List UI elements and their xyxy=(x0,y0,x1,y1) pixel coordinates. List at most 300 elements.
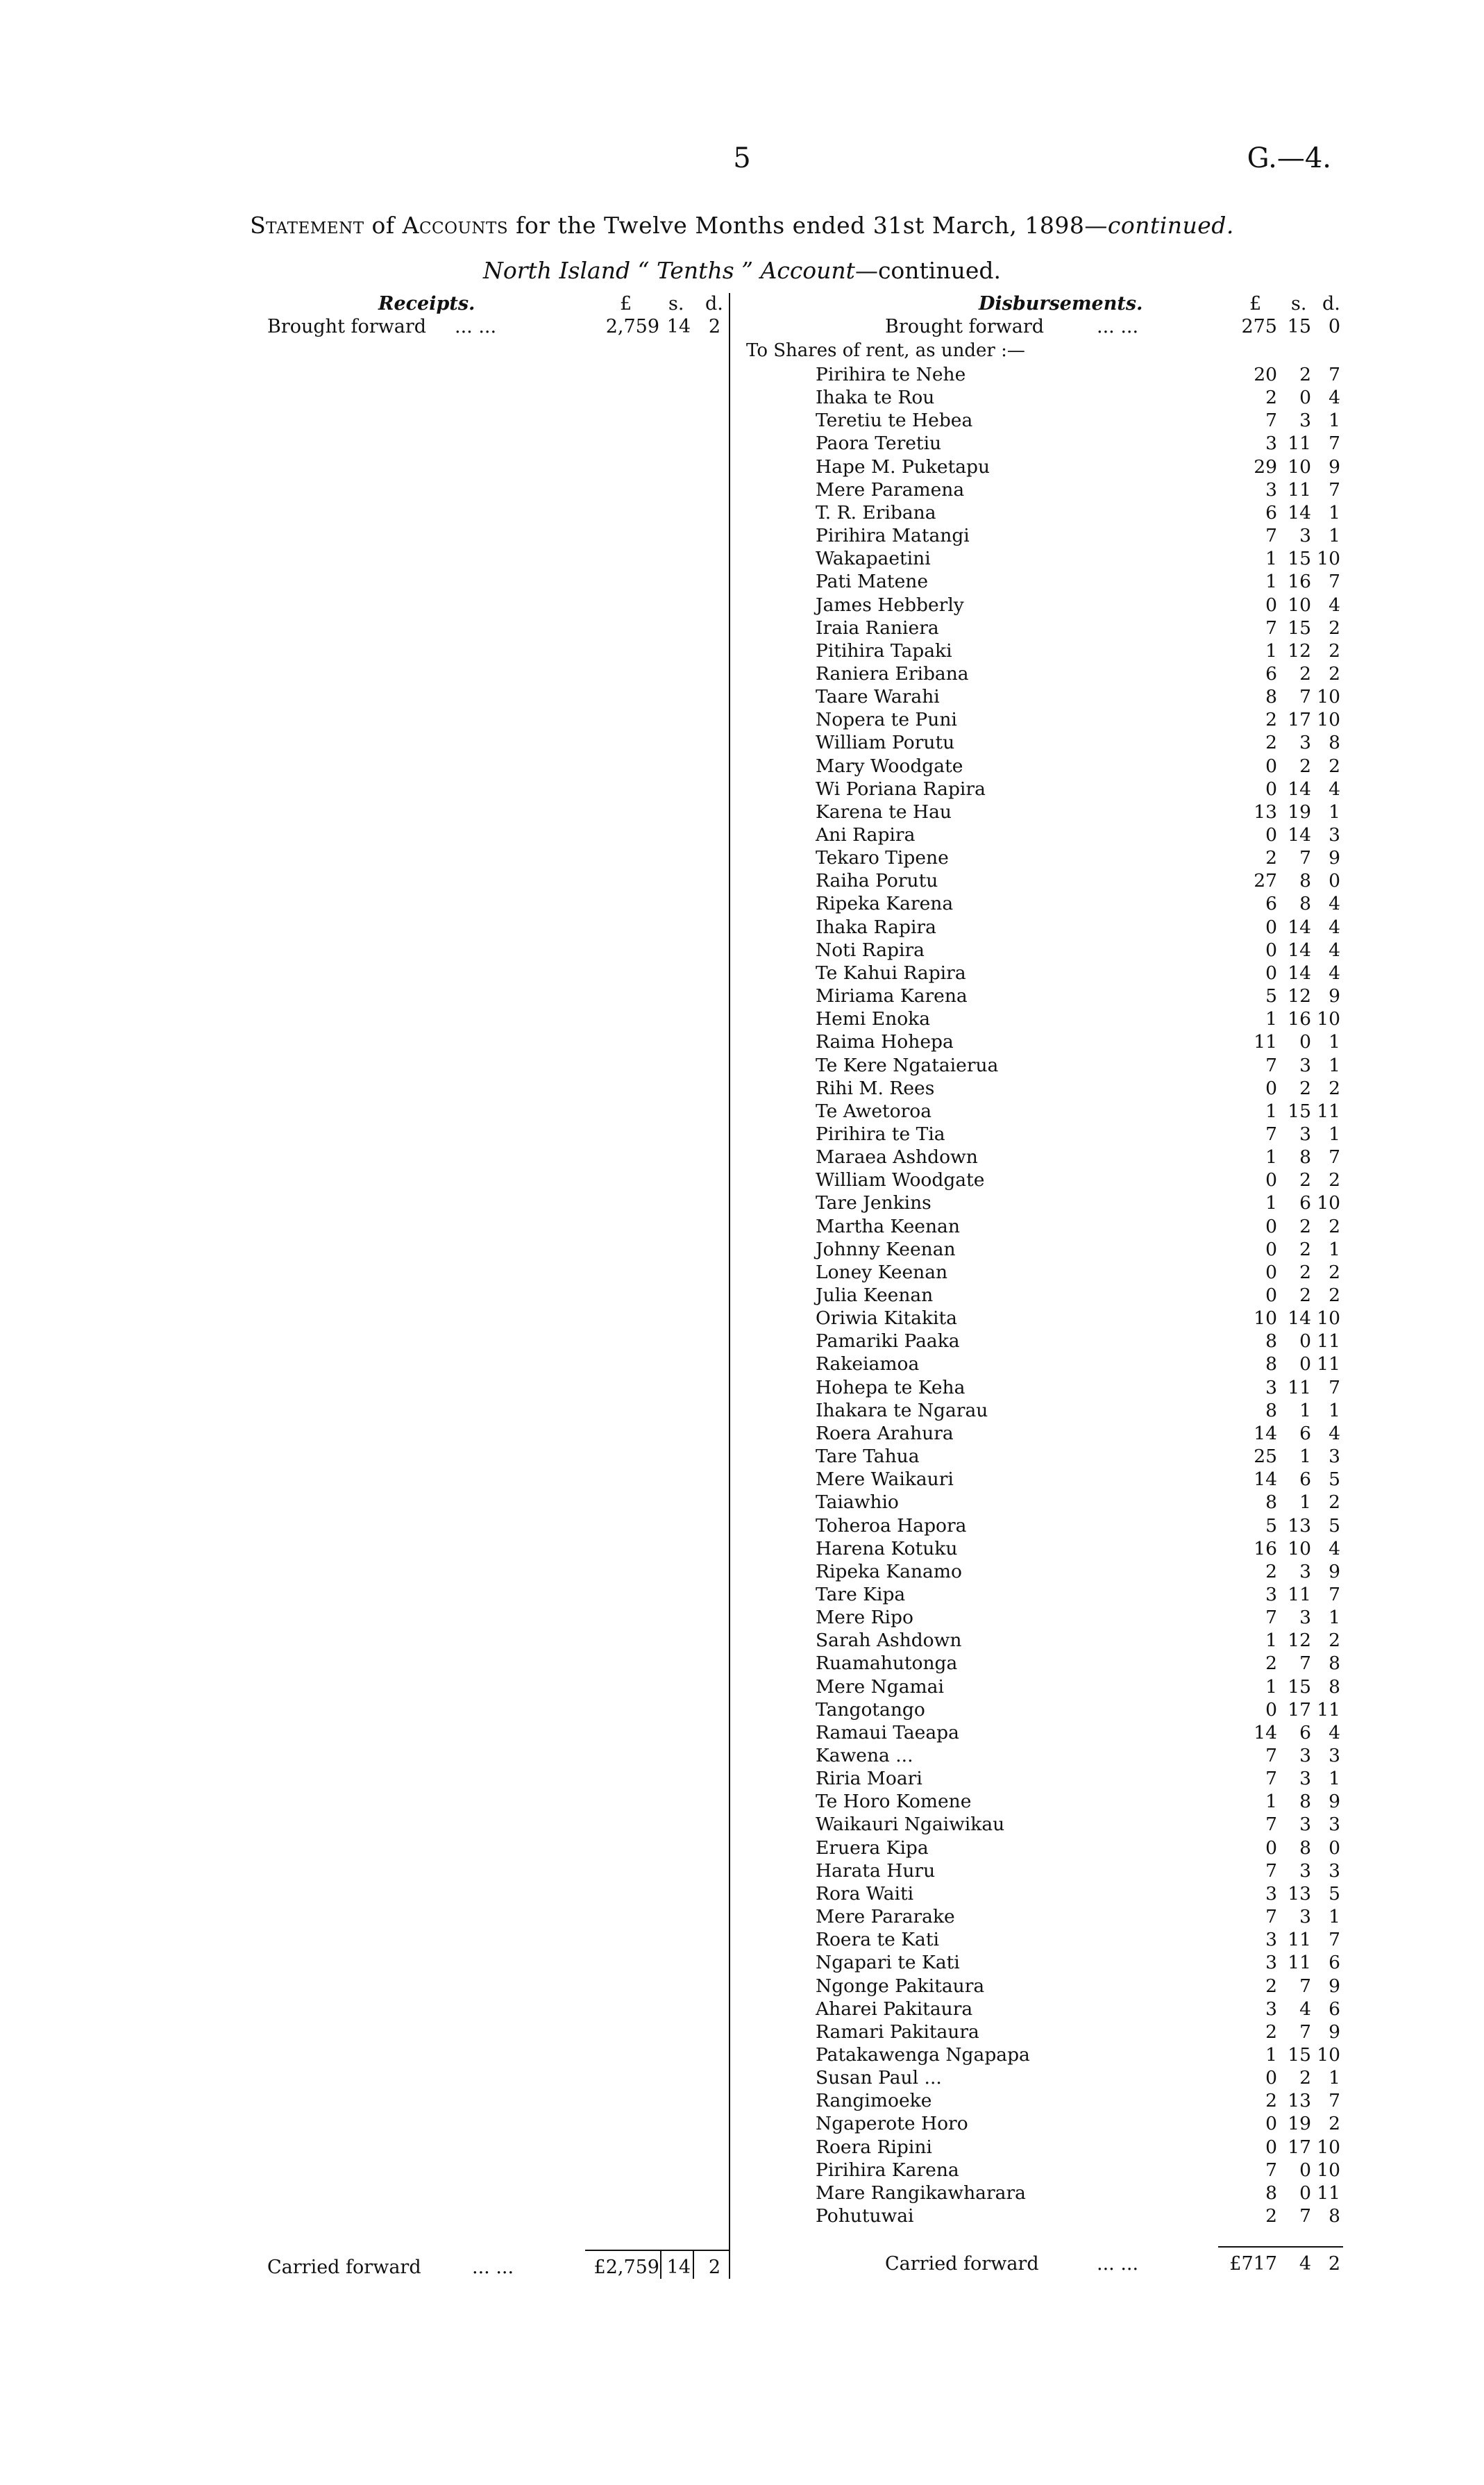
entry-pence: 1 xyxy=(1329,1607,1340,1629)
entry-name: Susan Paul ... xyxy=(816,2067,942,2089)
entry-name: Harata Huru xyxy=(816,1859,936,1882)
disbursements-col-shillings: s. xyxy=(1291,293,1307,315)
entry-name: Mere Paramena xyxy=(816,478,965,501)
entry-shillings: 3 xyxy=(1299,410,1311,432)
entry-pounds: 2 xyxy=(1265,2205,1277,2227)
entry-row xyxy=(816,962,1343,985)
entry-shillings: 3 xyxy=(1299,1745,1311,1766)
entry-pence: 5 xyxy=(1329,1469,1340,1491)
entry-pounds: 14 xyxy=(1254,1469,1277,1491)
entry-row xyxy=(816,846,1343,869)
entry-shillings: 2 xyxy=(1299,1238,1311,1260)
entry-pence: 10 xyxy=(1317,1192,1340,1214)
entry-name: Mare Rangikawharara xyxy=(816,2182,1026,2204)
entry-shillings: 14 xyxy=(1288,939,1311,961)
entry-row xyxy=(816,823,1343,846)
entry-pence: 6 xyxy=(1329,1952,1340,1974)
entry-pence: 5 xyxy=(1329,1882,1340,1905)
entry-pence: 7 xyxy=(1329,364,1340,385)
entry-name: Kawena ... xyxy=(816,1745,913,1766)
receipts-col-pounds: £ xyxy=(620,293,632,315)
entry-shillings: 14 xyxy=(1288,778,1311,800)
entry-name: Riria Moari xyxy=(816,1768,922,1790)
entry-pence: 11 xyxy=(1317,2182,1340,2204)
disbursements-carried-forward-pounds: £717 xyxy=(1229,2253,1277,2275)
entry-name: Ihakara te Ngarau xyxy=(816,1399,988,1421)
entry-name: William Woodgate xyxy=(816,1169,985,1191)
entry-row xyxy=(816,570,1343,593)
entry-row xyxy=(816,1077,1343,1100)
entry-name: Pirihira Karena xyxy=(816,2159,959,2181)
entry-shillings: 15 xyxy=(1288,1675,1311,1698)
disbursements-col-pence: d. xyxy=(1322,293,1340,315)
entry-pence: 8 xyxy=(1329,732,1340,754)
entry-shillings: 11 xyxy=(1288,478,1311,501)
entry-shillings: 2 xyxy=(1299,364,1311,385)
entry-row xyxy=(816,363,1343,386)
entry-shillings: 3 xyxy=(1299,1607,1311,1629)
entry-name: Pirihira te Nehe xyxy=(816,364,966,385)
entry-shillings: 2 xyxy=(1299,662,1311,685)
entry-row xyxy=(816,1652,1343,1675)
entry-pence: 11 xyxy=(1317,1353,1340,1375)
entry-row xyxy=(816,501,1343,524)
entry-pounds: 14 xyxy=(1254,1721,1277,1743)
entry-pence: 2 xyxy=(1329,617,1340,639)
entry-pence: 7 xyxy=(1329,571,1340,593)
entry-shillings: 3 xyxy=(1299,1768,1311,1790)
receipts-carried-forward-pounds: £2,759 xyxy=(593,2257,659,2278)
entry-shillings: 14 xyxy=(1288,1307,1311,1330)
disbursements-brought-forward-pence: 0 xyxy=(1328,316,1340,337)
entry-name: Rihi M. Rees xyxy=(816,1077,935,1099)
entry-shillings: 12 xyxy=(1288,1630,1311,1652)
entry-shillings: 6 xyxy=(1299,1192,1311,1214)
receipts-rule-pounds xyxy=(660,2250,661,2279)
entry-row xyxy=(816,1261,1343,1284)
entry-pence: 10 xyxy=(1317,709,1340,731)
entry-pence: 1 xyxy=(1329,410,1340,432)
receipts-carried-forward-shillings: 14 xyxy=(666,2257,691,2278)
entry-pounds: 10 xyxy=(1254,1307,1277,1330)
entry-pence: 2 xyxy=(1329,1491,1340,1514)
entry-shillings: 10 xyxy=(1288,1537,1311,1559)
entry-shillings: 0 xyxy=(1299,387,1311,409)
entry-pence: 10 xyxy=(1317,1008,1340,1030)
receipts-col-shillings: s. xyxy=(668,293,684,315)
account-subtitle xyxy=(0,257,1484,284)
entry-row xyxy=(816,455,1343,478)
entry-pence: 6 xyxy=(1329,1998,1340,2020)
entry-name: Raima Hohepa xyxy=(816,1031,954,1053)
disbursements-carried-forward-label: Carried forward xyxy=(885,2253,1039,2275)
entry-shillings: 3 xyxy=(1299,1560,1311,1582)
receipts-carried-forward-label: Carried forward xyxy=(267,2257,421,2278)
entry-pence: 10 xyxy=(1317,1307,1340,1330)
entry-row xyxy=(816,1998,1343,2020)
entry-pounds: 0 xyxy=(1265,824,1277,846)
entry-row xyxy=(816,2066,1343,2089)
entry-name: Te Kere Ngataierua xyxy=(816,1054,999,1076)
subtitle-continued: —continued. xyxy=(854,257,1002,284)
entry-pounds: 1 xyxy=(1265,1791,1277,1813)
subtitle-account: Account xyxy=(760,257,855,284)
title-word-statement: Statement xyxy=(250,212,364,239)
entry-shillings: 8 xyxy=(1299,870,1311,892)
entry-pounds: 13 xyxy=(1254,801,1277,823)
entry-pounds: 7 xyxy=(1265,1745,1277,1766)
entry-pounds: 0 xyxy=(1265,1285,1277,1306)
entry-shillings: 3 xyxy=(1299,1123,1311,1145)
entry-row xyxy=(816,2204,1343,2227)
entry-shillings: 15 xyxy=(1288,548,1311,570)
entry-name: Teretiu te Hebea xyxy=(816,410,973,432)
entry-name: Oriwia Kitakita xyxy=(816,1307,957,1330)
entry-name: William Porutu xyxy=(816,732,955,754)
entry-name: Tekaro Tipene xyxy=(816,847,949,869)
entry-row xyxy=(816,1514,1343,1537)
entry-name: Tare Kipa xyxy=(816,1583,906,1605)
entry-row xyxy=(816,2182,1343,2204)
entry-pence: 4 xyxy=(1329,1721,1340,1743)
entry-pence: 4 xyxy=(1329,1537,1340,1559)
entry-pounds: 0 xyxy=(1265,2113,1277,2135)
entry-shillings: 2 xyxy=(1299,1077,1311,1099)
entry-name: Pirihira Matangi xyxy=(816,525,970,547)
entry-shillings: 2 xyxy=(1299,1215,1311,1237)
entry-row xyxy=(816,685,1343,708)
receipts-brought-forward-pence: 2 xyxy=(708,316,720,337)
entry-name: Patakawenga Ngapapa xyxy=(816,2043,1030,2066)
entry-shillings: 10 xyxy=(1288,594,1311,616)
entry-pounds: 7 xyxy=(1265,1859,1277,1882)
entry-name: Raniera Eribana xyxy=(816,662,969,685)
entry-pence: 4 xyxy=(1329,962,1340,984)
entry-pence: 1 xyxy=(1329,1768,1340,1790)
entry-row xyxy=(816,594,1343,617)
entry-name: Nopera te Puni xyxy=(816,709,957,731)
entry-pounds: 1 xyxy=(1265,1675,1277,1698)
entry-name: Te Horo Komene xyxy=(816,1791,972,1813)
entry-name: Harena Kotuku xyxy=(816,1537,958,1559)
entry-pence: 9 xyxy=(1329,1791,1340,1813)
entry-pence: 2 xyxy=(1329,1285,1340,1306)
entry-name: Ngapari te Kati xyxy=(816,1952,960,1974)
receipts-total-rule xyxy=(585,2250,729,2251)
entry-pence: 7 xyxy=(1329,433,1340,455)
entry-name: Noti Rapira xyxy=(816,939,925,961)
entry-pence: 4 xyxy=(1329,939,1340,961)
entry-pounds: 1 xyxy=(1265,1192,1277,1214)
entry-pence: 1 xyxy=(1329,525,1340,547)
entry-pence: 9 xyxy=(1329,455,1340,478)
entry-shillings: 10 xyxy=(1288,455,1311,478)
entry-name: Tangotango xyxy=(816,1698,925,1721)
entry-pence: 4 xyxy=(1329,1422,1340,1444)
entry-name: Eruera Kipa xyxy=(816,1836,929,1859)
entry-row xyxy=(816,1215,1343,1238)
entry-pounds: 7 xyxy=(1265,1054,1277,1076)
entry-row xyxy=(816,1721,1343,1744)
entry-pence: 10 xyxy=(1317,2043,1340,2066)
entry-row xyxy=(816,1123,1343,1146)
entry-pence: 3 xyxy=(1329,1446,1340,1468)
entry-pence: 2 xyxy=(1329,1169,1340,1191)
entry-row xyxy=(816,1744,1343,1767)
entry-shillings: 14 xyxy=(1288,824,1311,846)
disbursements-total-rule xyxy=(1218,2246,1343,2248)
entry-pounds: 2 xyxy=(1265,2020,1277,2043)
entry-row xyxy=(816,708,1343,731)
entry-shillings: 0 xyxy=(1299,1330,1311,1353)
entry-name: Pamariki Paaka xyxy=(816,1330,960,1353)
entry-row xyxy=(816,617,1343,639)
entry-shillings: 1 xyxy=(1299,1399,1311,1421)
entry-name: Roera te Kati xyxy=(816,1929,939,1951)
receipts-brought-forward-pounds: 2,759 xyxy=(605,316,659,337)
entry-pence: 1 xyxy=(1329,1054,1340,1076)
entry-row xyxy=(816,1307,1343,1330)
entry-row xyxy=(816,386,1343,409)
entry-row xyxy=(816,1100,1343,1123)
entry-shillings: 13 xyxy=(1288,1514,1311,1537)
entry-pence: 4 xyxy=(1329,916,1340,938)
entry-pounds: 1 xyxy=(1265,571,1277,593)
entry-pounds: 1 xyxy=(1265,1100,1277,1122)
entry-name: Hohepa te Keha xyxy=(816,1376,966,1398)
entry-name: Mere Ngamai xyxy=(816,1675,944,1698)
entry-row xyxy=(816,1330,1343,1353)
entry-shillings: 3 xyxy=(1299,1814,1311,1836)
receipts-carried-forward-dots: ... ... xyxy=(472,2257,514,2278)
entry-shillings: 7 xyxy=(1299,686,1311,708)
entry-pounds: 3 xyxy=(1265,1583,1277,1605)
entry-pounds: 27 xyxy=(1254,870,1277,892)
entry-pence: 3 xyxy=(1329,1814,1340,1836)
entry-row xyxy=(816,985,1343,1007)
entry-name: Ramari Pakitaura xyxy=(816,2020,979,2043)
entry-shillings: 3 xyxy=(1299,1054,1311,1076)
entry-pounds: 0 xyxy=(1265,916,1277,938)
entry-shillings: 3 xyxy=(1299,525,1311,547)
entry-shillings: 0 xyxy=(1299,2182,1311,2204)
entry-shillings: 2 xyxy=(1299,2067,1311,2089)
entry-name: Ramaui Taeapa xyxy=(816,1721,959,1743)
entry-row xyxy=(816,1537,1343,1560)
statement-title xyxy=(0,212,1484,239)
entry-pence: 10 xyxy=(1317,686,1340,708)
disbursements-brought-forward-dots: ... ... xyxy=(1097,316,1139,337)
entry-pounds: 0 xyxy=(1265,755,1277,777)
entry-pounds: 7 xyxy=(1265,1768,1277,1790)
entry-pounds: 3 xyxy=(1265,478,1277,501)
entry-name: Ripeka Karena xyxy=(816,893,954,915)
entry-pounds: 0 xyxy=(1265,778,1277,800)
entry-row xyxy=(816,869,1343,892)
entry-pounds: 14 xyxy=(1254,1422,1277,1444)
entry-pence: 9 xyxy=(1329,1975,1340,1997)
entry-shillings: 13 xyxy=(1288,2090,1311,2112)
entry-shillings: 16 xyxy=(1288,571,1311,593)
entry-pounds: 6 xyxy=(1265,662,1277,685)
entry-row xyxy=(816,1698,1343,1721)
receipts-brought-forward-dots: ... ... xyxy=(455,316,497,337)
entry-name: Wi Poriana Rapira xyxy=(816,778,986,800)
disbursements-carried-forward-pence: 2 xyxy=(1328,2253,1340,2275)
entry-shillings: 0 xyxy=(1299,1031,1311,1053)
entry-pounds: 0 xyxy=(1265,962,1277,984)
entry-shillings: 12 xyxy=(1288,639,1311,662)
entry-pence: 4 xyxy=(1329,778,1340,800)
entry-pounds: 2 xyxy=(1265,732,1277,754)
receipts-carried-forward-pence: 2 xyxy=(708,2257,720,2278)
entry-pounds: 2 xyxy=(1265,1560,1277,1582)
entry-name: Martha Keenan xyxy=(816,1215,960,1237)
entry-pounds: 2 xyxy=(1265,2090,1277,2112)
entry-pounds: 8 xyxy=(1265,1353,1277,1375)
entry-pence: 10 xyxy=(1317,2136,1340,2158)
entry-shillings: 6 xyxy=(1299,1422,1311,1444)
entry-pounds: 1 xyxy=(1265,1146,1277,1169)
entry-row xyxy=(816,1284,1343,1307)
entry-pence: 10 xyxy=(1317,2159,1340,2181)
entry-row xyxy=(816,1169,1343,1191)
entry-pence: 2 xyxy=(1329,1261,1340,1283)
entry-pence: 1 xyxy=(1329,1238,1340,1260)
entry-pounds: 1 xyxy=(1265,548,1277,570)
entry-pence: 9 xyxy=(1329,847,1340,869)
page-number: 5 xyxy=(733,142,751,174)
entry-row xyxy=(816,1836,1343,1859)
entry-pounds: 6 xyxy=(1265,501,1277,524)
entry-name: Ani Rapira xyxy=(816,824,916,846)
entry-pounds: 8 xyxy=(1265,686,1277,708)
entry-pence: 9 xyxy=(1329,1560,1340,1582)
receipts-brought-forward-shillings: 14 xyxy=(666,316,691,337)
entry-pounds: 3 xyxy=(1265,1998,1277,2020)
entry-row xyxy=(816,1882,1343,1905)
entry-pounds: 20 xyxy=(1254,364,1277,385)
entry-pence: 1 xyxy=(1329,1399,1340,1421)
entry-name: Te Kahui Rapira xyxy=(816,962,966,984)
entry-pounds: 1 xyxy=(1265,1630,1277,1652)
entry-row xyxy=(816,662,1343,685)
entry-shillings: 17 xyxy=(1288,709,1311,731)
entry-row xyxy=(816,409,1343,432)
entry-pence: 3 xyxy=(1329,824,1340,846)
entry-row xyxy=(816,755,1343,778)
entry-shillings: 11 xyxy=(1288,433,1311,455)
entry-row xyxy=(816,731,1343,754)
entry-pounds: 6 xyxy=(1265,893,1277,915)
entry-pounds: 7 xyxy=(1265,410,1277,432)
entry-name: Pirihira te Tia xyxy=(816,1123,945,1145)
entry-name: Ripeka Kanamo xyxy=(816,1560,962,1582)
entry-shillings: 14 xyxy=(1288,962,1311,984)
entry-pence: 1 xyxy=(1329,2067,1340,2089)
disbursements-brought-forward-pounds: 275 xyxy=(1241,316,1277,337)
entry-shillings: 7 xyxy=(1299,1975,1311,1997)
entry-shillings: 11 xyxy=(1288,1583,1311,1605)
entry-shillings: 3 xyxy=(1299,1859,1311,1882)
entry-name: Paora Teretiu xyxy=(816,433,942,455)
entry-row xyxy=(816,1399,1343,1422)
entry-row xyxy=(816,892,1343,915)
entry-row xyxy=(816,1491,1343,1514)
entry-pounds: 8 xyxy=(1265,1330,1277,1353)
entry-name: Mere Ripo xyxy=(816,1607,913,1629)
entry-pence: 8 xyxy=(1329,2205,1340,2227)
entry-pounds: 2 xyxy=(1265,1653,1277,1675)
entry-row xyxy=(816,1422,1343,1445)
entry-row xyxy=(816,939,1343,962)
entry-name: Aharei Pakitaura xyxy=(816,1998,973,2020)
entry-name: Ngaperote Horo xyxy=(816,2113,968,2135)
entry-pence: 7 xyxy=(1329,2090,1340,2112)
entry-pounds: 8 xyxy=(1265,1491,1277,1514)
entry-pence: 2 xyxy=(1329,662,1340,685)
entry-pence: 4 xyxy=(1329,594,1340,616)
entry-row xyxy=(816,1859,1343,1882)
entry-pounds: 0 xyxy=(1265,939,1277,961)
disbursements-brought-forward-label: Brought forward xyxy=(885,316,1045,337)
entry-pence: 7 xyxy=(1329,1583,1340,1605)
entry-pounds: 25 xyxy=(1254,1446,1277,1468)
entry-name: James Hebberly xyxy=(816,594,964,616)
entry-pounds: 11 xyxy=(1254,1031,1277,1053)
entry-shillings: 4 xyxy=(1299,1998,1311,2020)
entry-name: Pohutuwai xyxy=(816,2205,914,2227)
entry-shillings: 16 xyxy=(1288,1008,1311,1030)
entry-name: Rakeiamoa xyxy=(816,1353,920,1375)
entry-shillings: 15 xyxy=(1288,1100,1311,1122)
entry-row xyxy=(816,1951,1343,1974)
entry-row xyxy=(816,1928,1343,1951)
entry-pounds: 0 xyxy=(1265,2136,1277,2158)
entry-name: Waikauri Ngaiwikau xyxy=(816,1814,1005,1836)
entry-name: Rora Waiti xyxy=(816,1882,914,1905)
document-reference: G.—4. xyxy=(1247,142,1331,174)
entry-name: Loney Keenan xyxy=(816,1261,948,1283)
entry-pence: 2 xyxy=(1329,1630,1340,1652)
entry-pounds: 0 xyxy=(1265,594,1277,616)
entry-name: Hape M. Puketapu xyxy=(816,455,990,478)
entry-pence: 9 xyxy=(1329,2020,1340,2043)
entry-pence: 11 xyxy=(1317,1330,1340,1353)
entry-row xyxy=(816,478,1343,501)
entry-name: Ruamahutonga xyxy=(816,1653,958,1675)
entry-shillings: 11 xyxy=(1288,1952,1311,1974)
entry-shillings: 1 xyxy=(1299,1491,1311,1514)
entry-name: Tare Jenkins xyxy=(816,1192,931,1214)
entry-pounds: 8 xyxy=(1265,2182,1277,2204)
entry-shillings: 12 xyxy=(1288,985,1311,1007)
entry-pounds: 29 xyxy=(1254,455,1277,478)
receipts-heading: Receipts. xyxy=(378,293,475,315)
entry-pence: 2 xyxy=(1329,639,1340,662)
entry-pence: 7 xyxy=(1329,1929,1340,1951)
entry-row xyxy=(816,1675,1343,1698)
entry-pence: 2 xyxy=(1329,1077,1340,1099)
entry-row xyxy=(816,2136,1343,2159)
entry-name: Miriama Karena xyxy=(816,985,968,1007)
entry-shillings: 6 xyxy=(1299,1721,1311,1743)
entry-pence: 3 xyxy=(1329,1859,1340,1882)
title-text-period: for the Twelve Months ended 31st March, 1898— xyxy=(508,212,1108,239)
entry-pounds: 7 xyxy=(1265,2159,1277,2181)
entry-row xyxy=(816,524,1343,547)
entry-row xyxy=(816,1353,1343,1375)
